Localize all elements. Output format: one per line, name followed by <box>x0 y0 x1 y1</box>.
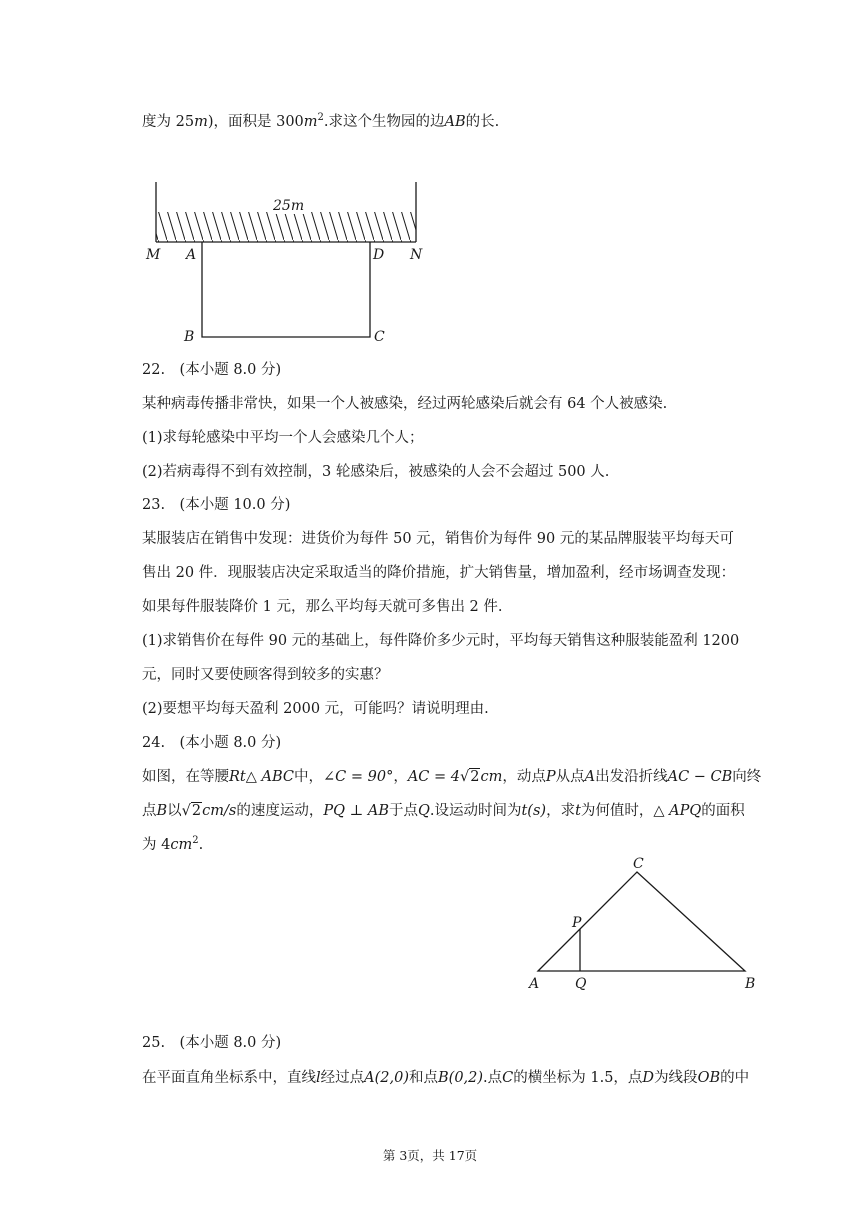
wall-length-label: 25m <box>273 198 305 214</box>
text: .设运动时间为 <box>429 803 522 819</box>
text: .求这个生物园的边 <box>323 114 445 130</box>
sqrt: 2 <box>470 769 480 785</box>
superscript: 2 <box>317 112 324 124</box>
text: 向终 <box>732 769 762 785</box>
math: PQ ⊥ AB <box>323 803 389 819</box>
text: 出发沿折线 <box>595 769 668 785</box>
text: 和点 <box>409 1070 438 1086</box>
text: 的横坐标为 1.5，点 <box>513 1070 643 1086</box>
label-M: M <box>146 247 161 263</box>
math: AC − CB <box>667 769 733 785</box>
math: cm/s <box>202 803 237 819</box>
text: 中， <box>294 769 324 785</box>
text: .点 <box>483 1070 503 1086</box>
math: ∠C = 90° <box>323 769 394 785</box>
q23-part1-a: (1)求销售价在每件 90 元的基础上，每件降价多少元时，平均每天销售这种服装能盈利 1200 <box>142 633 740 649</box>
text: 的面积 <box>701 803 745 819</box>
q23-part1-b: 元，同时又要使顾客得到较多的实惠？ <box>142 667 389 683</box>
text: 于点 <box>388 803 418 819</box>
label-D: D <box>373 247 385 263</box>
text: 为线段 <box>654 1070 698 1086</box>
math: A(2,0) <box>364 1070 409 1086</box>
q23-part2: (2)要想平均每天盈利 2000 元，可能吗？请说明理由. <box>142 701 489 717</box>
text: 的长. <box>465 114 500 130</box>
text: 从点 <box>555 769 585 785</box>
text: 25 <box>175 114 195 130</box>
text: 300 <box>276 114 304 130</box>
label-B: B <box>745 976 756 992</box>
math: △ APQ <box>653 803 702 819</box>
math: t <box>575 803 581 819</box>
label-Q: Q <box>575 976 587 992</box>
text: 在平面直角坐标系中，直线 <box>142 1070 316 1086</box>
text: 度为 <box>142 114 176 130</box>
q22-header: 22. (本小题 8.0 分) <box>142 362 282 378</box>
q24-line-1: 如图，在等腰Rt△ ABC中，∠C = 90°，AC = 4√2cm，动点P从点A出发沿折线AC − CB向终 <box>142 769 762 785</box>
q22-body: 某种病毒传播非常快，如果一个人被感染，经过两轮感染后就会有 64 个人被感染. <box>142 396 668 412</box>
text: 以 <box>167 803 182 819</box>
text: . <box>198 837 204 853</box>
text: 的中 <box>720 1070 750 1086</box>
label-C: C <box>374 329 385 345</box>
q24-line-3 <box>142 835 203 855</box>
label-B: B <box>184 329 195 345</box>
garden-rectangle <box>202 242 370 337</box>
triangle-symbol: △ <box>245 769 257 785</box>
math: Rt <box>229 769 246 785</box>
math: m <box>194 114 208 130</box>
label-N: N <box>410 247 423 263</box>
math: cm <box>480 769 503 785</box>
text: ，求 <box>546 803 576 819</box>
label-P: P <box>572 915 582 931</box>
math: ABC <box>261 769 295 785</box>
math: P <box>545 769 556 785</box>
math: l <box>316 1070 321 1086</box>
text: 点 <box>142 803 157 819</box>
text: ，动点 <box>502 769 546 785</box>
q24-line-2: 点B以√2cm/s的速度运动，PQ ⊥ AB于点Q.设运动时间为t(s)，求t为何值时，△ APQ的面积 <box>142 803 745 819</box>
text: 为何值时， <box>580 803 654 819</box>
math: D <box>642 1070 655 1086</box>
math: OB <box>697 1070 721 1086</box>
q23-body-3: 如果每件服装降价 1 元，那么平均每天就可多售出 2 件. <box>142 599 503 615</box>
math: A <box>584 769 596 785</box>
math: B(0,2) <box>438 1070 484 1086</box>
text: 的速度运动， <box>236 803 324 819</box>
triangle-ABC <box>538 872 745 971</box>
triangle-figure <box>520 852 770 992</box>
text: 经过点 <box>320 1070 365 1086</box>
text: )，面积是 <box>207 114 277 130</box>
q22-part2: (2)若病毒得不到有效控制，3 轮感染后，被感染的人会不会超过 500 人. <box>142 464 610 480</box>
text: ， <box>393 769 408 785</box>
text: 如图，在等腰 <box>142 769 229 785</box>
q23-header: 23. (本小题 10.0 分) <box>142 497 291 513</box>
q25-header: 25. (本小题 8.0 分) <box>142 1035 282 1051</box>
page-footer: 第 3页，共 17页 <box>382 1148 478 1163</box>
math: AB <box>444 114 466 130</box>
superscript: 2 <box>192 835 199 847</box>
text: 为 4 <box>142 837 171 853</box>
q24-header: 24. (本小题 8.0 分) <box>142 735 282 751</box>
math: B <box>156 803 168 819</box>
q25-line-1 <box>142 1068 749 1088</box>
sqrt: 2 <box>191 803 202 819</box>
q22-part1: (1)求每轮感染中平均一个人会感染几个人； <box>142 430 424 446</box>
intro-line <box>142 112 499 132</box>
math: AC = 4 <box>407 769 460 785</box>
math: m <box>303 114 318 130</box>
label-C: C <box>633 856 644 872</box>
q23-body-1: 某服装店在销售中发现：进货价为每件 50 元，销售价为每件 90 元的某品牌服装平均每天可 <box>142 531 734 547</box>
math: Q <box>417 803 430 819</box>
label-A: A <box>529 976 540 992</box>
math: t(s) <box>521 803 547 819</box>
garden-figure <box>140 180 440 350</box>
math: C <box>502 1070 514 1086</box>
math: cm <box>170 837 193 853</box>
label-A: A <box>186 247 197 263</box>
wall-hatching <box>156 212 416 242</box>
q23-body-2: 售出 20 件．现服装店决定采取适当的降价措施，扩大销售量，增加盈利，经市场调查发现： <box>142 565 736 581</box>
